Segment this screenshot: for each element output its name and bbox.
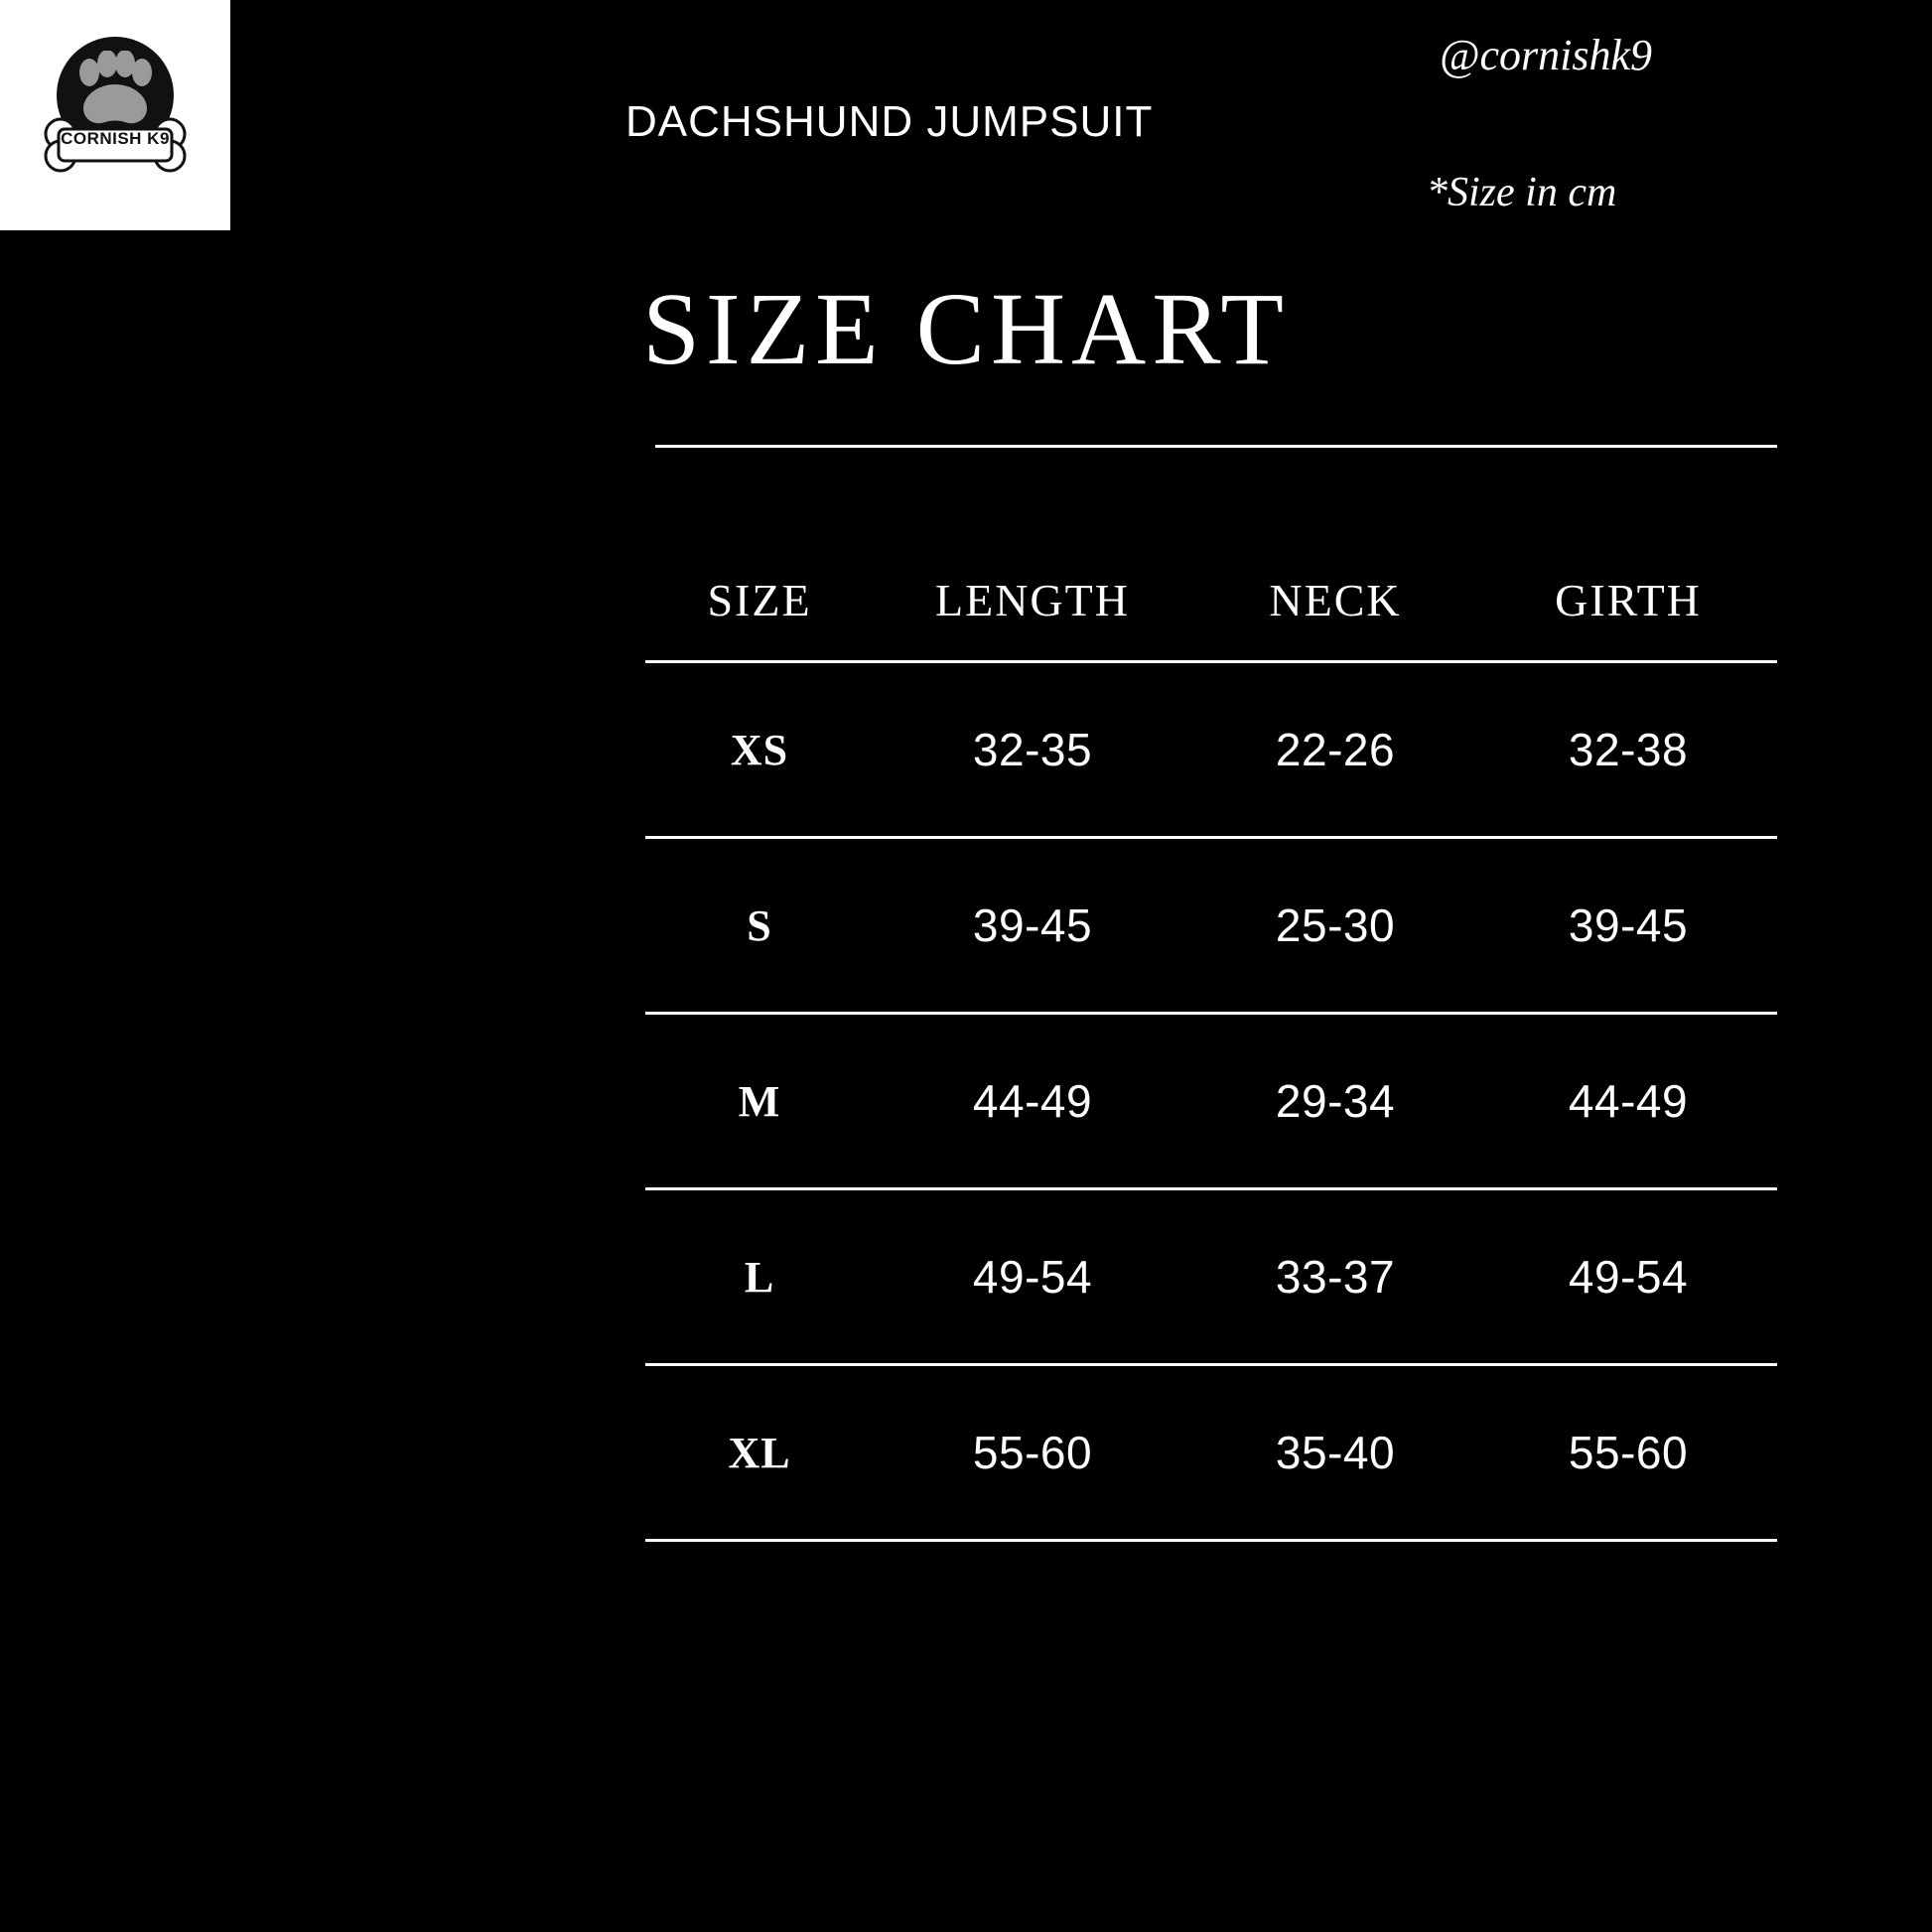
cell-girth: 32-38 xyxy=(1568,724,1689,775)
cell-girth: 39-45 xyxy=(1568,899,1689,951)
cell-neck: 22-26 xyxy=(1275,724,1396,775)
column-header-size: SIZE xyxy=(707,575,812,625)
cell-size: XL xyxy=(728,1428,791,1477)
cell-length: 32-35 xyxy=(972,724,1093,775)
table-row xyxy=(645,662,1777,838)
logo-text: CORNISH K9 xyxy=(61,129,170,148)
cell-size: S xyxy=(747,900,772,950)
cell-length: 44-49 xyxy=(972,1075,1093,1127)
brand-logo-badge xyxy=(0,0,230,230)
cell-size: L xyxy=(744,1252,775,1302)
cell-neck: 29-34 xyxy=(1275,1075,1396,1127)
cell-length: 49-54 xyxy=(972,1251,1093,1303)
unit-note: *Size in cm xyxy=(1427,170,1617,215)
table-header-row xyxy=(645,556,1777,662)
table-row xyxy=(645,838,1777,1014)
cell-girth: 44-49 xyxy=(1568,1075,1689,1127)
logo-mark xyxy=(31,31,200,200)
heading-divider xyxy=(655,445,1777,448)
cell-girth: 55-60 xyxy=(1568,1427,1689,1478)
cell-neck: 35-40 xyxy=(1275,1427,1396,1478)
cell-neck: 25-30 xyxy=(1275,899,1396,951)
cell-girth: 49-54 xyxy=(1568,1251,1689,1303)
cell-neck: 33-37 xyxy=(1275,1251,1396,1303)
cell-length: 55-60 xyxy=(972,1427,1093,1478)
size-chart-table-wrap xyxy=(645,556,1777,1542)
product-title: DACHSHUND JUMPSUIT xyxy=(625,97,1154,146)
page-title: SIZE CHART xyxy=(642,272,1290,386)
size-chart-table xyxy=(645,556,1777,1542)
column-header-neck: NECK xyxy=(1269,575,1402,625)
cell-size: XS xyxy=(730,725,789,774)
column-header-length: LENGTH xyxy=(935,575,1130,625)
cell-size: M xyxy=(738,1076,781,1126)
column-header-girth: GIRTH xyxy=(1555,575,1702,625)
table-row xyxy=(645,1365,1777,1541)
cell-length: 39-45 xyxy=(972,899,1093,951)
table-row xyxy=(645,1014,1777,1189)
social-handle: @cornishk9 xyxy=(1440,31,1653,79)
table-row xyxy=(645,1189,1777,1365)
